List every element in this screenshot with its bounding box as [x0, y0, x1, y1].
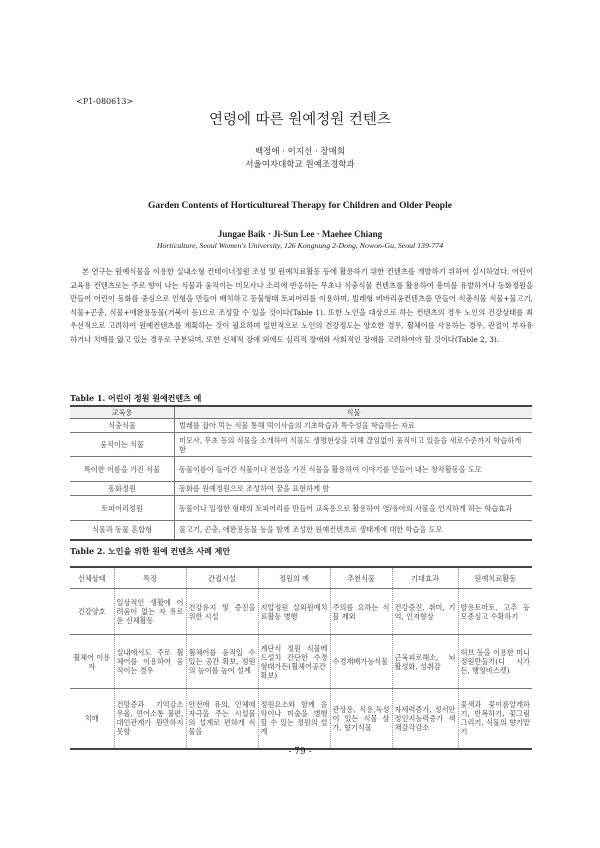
table1-cell: 벌레를 잡아 먹는 식물 통해 먹이사슬의 기초학습과 특수성을 학습하는 자료	[175, 419, 533, 433]
table1-cell: 동물이름이 들어간 식물이나 전설을 가진 식물을 활용하여 이야기를 만들어 내는 창작활동을 도모	[175, 457, 533, 482]
table2-header-cell: 기대효과	[392, 567, 458, 589]
table1-header-cell: 교육용	[70, 406, 175, 419]
title-english: Garden Contents of Horticultureal Therapy for Children and Older People	[148, 201, 452, 211]
table2-cell: 실내에서도 주로 휠체어를 이용하여 움직이는 경우	[114, 635, 186, 689]
table1-cell: 토피어리정원	[70, 496, 175, 521]
table2-cell: 주의를 요하는 식물 제외	[330, 589, 392, 635]
table1	[70, 405, 532, 541]
table1-cell: 물고기, 곤충, 애완용동물 등을 함께 조성한 원예컨텐츠로 생태계에 대한 학습을 도모	[175, 521, 533, 540]
table2-cell: 건강유지 및 증진을 위한 시설	[186, 589, 258, 635]
table1-cell: 특이한 이름을 가진 식물	[70, 457, 175, 482]
paper-code: <P1-080613>	[76, 97, 134, 106]
authors-english: Jungae Baik · Ji-Sun Lee · Maehee Chiang	[217, 229, 383, 239]
table2-cell: 수경재배가능식물	[330, 635, 392, 689]
table1-cell: 미모사, 무초 등의 식물을 소개하여 식물도 생명현상을 위해 끊임없이 움직이고 있음을 새로수준까지 학습하게 함	[175, 433, 533, 457]
table2-header-cell: 정원의 예	[258, 567, 330, 589]
table1-cell: 식물과 동물 혼합형	[70, 521, 175, 540]
title-korean: 연령에 따른 원예정원 컨텐츠	[209, 112, 391, 128]
table2-header-cell: 추천식물	[330, 567, 392, 589]
table2-header-row	[70, 567, 532, 589]
table2-cell: 자세력증가, 정서안정인지능력증가 색채감각감소	[392, 689, 458, 749]
table2	[70, 566, 532, 750]
affiliation-english: Horticulture, Seoul Women's University, 126 Kongnung 2-Dong, Nowon-Gu, Seoul 139-774	[156, 241, 444, 250]
table2-caption: Table 2. 노인을 위한 원예 컨텐츠 사례 제안	[70, 546, 231, 556]
table2-header-cell: 신체상태	[70, 567, 114, 589]
table1-row	[70, 419, 532, 433]
table2-row	[70, 635, 532, 689]
table2-cell: 건강양호	[70, 589, 114, 635]
table1-caption: Table 1. 어린이 정원 원예컨텐츠 예	[70, 393, 202, 403]
table2-cell: 발용토마토, 고추 등 모종심고 수확하기	[458, 589, 532, 635]
table1-cell: 식충식물	[70, 419, 175, 433]
table1-cell: 움직이는 식물	[70, 433, 175, 457]
affiliation-korean: 서울여자대학교 원예조경학과	[245, 160, 355, 170]
table2-cell: 휠체어를 움직일 수 있는 공간 확보, 정원의 높이를 높여 설계	[186, 635, 258, 689]
table1-row	[70, 521, 532, 540]
table1-cell: 동화정원	[70, 482, 175, 496]
abstract-text: 본 연구는 원예식물을 이용한 실내소형 컨테이너정원 조성 및 원예치료활동 등에 활용하기 위한 컨텐츠를 개발하기 위하여 실시하였다. 어린이 교육용 컨텐츠로는 주로 향이 나는 식물과 움직이는 미모사나 소리에 반응하는 무초나 식충식물 컨텐츠를 활용하여 흥미를 유발하거나 동화정원을 만들어 어린이 동화를 중심으로 인형을 만들어 배치하고 동물형태 토피어리를 이용하며, 빌레형 비바리움컨텐츠를 만들어 식충식물 식물+물고기, 식물+곤충, 식물+애완용동물(거북이 등)으로 조성할 수 있을 것이다(Table 1). 또한 노인을 대상으로 하는 컨텐츠의 경우 노인의 건강상태를 최우선적으로 고려하여 원예컨텐츠를 계획하는 것이 필요하며 일반적으로 노인의 건강정도는 양호한 경우, 휠체어를 사용하는 경우, 관절이 부자유 하거나 치매를 앓고 있는 경우로 구분되며, 또한 신체적 장애 외에도 심리적 장애와 사회적인 장애를 고려하여야 할 것이다(Table 2, 3).	[70, 267, 533, 344]
table2-cell: 꽃색과 꽃이름알게하기, 반복하기, 꽃그림그리기, 식물의 향기맡기	[458, 689, 532, 749]
table2-cell: 근육피로해소, 뇌 활성화, 성취감	[392, 635, 458, 689]
table2-cell: 계단식 정원 식물베드설치 간단한 수경 형태가든(휠체어공간확보)	[258, 635, 330, 689]
table2-cell: 건강증진, 취미, 기억, 인지향상	[392, 589, 458, 635]
table2-cell: 일상적인 생활에 어려움이 없는 자 유로운 신체활동	[114, 589, 186, 635]
table1-row	[70, 496, 532, 521]
table2-cell: 지압정원 실외원예치료활동 병행	[258, 589, 330, 635]
table2-row	[70, 689, 532, 749]
table1-header-row	[70, 406, 532, 419]
page-number: - 79 -	[288, 747, 312, 757]
table1-row	[70, 457, 532, 482]
table1-row	[70, 482, 532, 496]
abstract	[70, 265, 533, 346]
table2-header-cell: 특징	[114, 567, 186, 589]
table2-cell: 정원요소와 함께 음악이나 미술을 병행할 수 있는 정원의 설계	[258, 689, 330, 749]
table1-cell: 동물이나 일정한 형태의 토피어리를 만들어 교육용으로 활용하여 영/유아의 사물을 인지하게 하는 학습효과	[175, 496, 533, 521]
authors-korean: 백정애 · 이지선 · 장매희	[254, 147, 346, 157]
table2-cell: 건망증과 기억감소 우울, 언어소통 불편, 대인관계가 원만하지 못함	[114, 689, 186, 749]
table2-cell: 휠체어 이용자	[70, 635, 114, 689]
table2-header-cell: 간접시설	[186, 567, 258, 589]
table1-row	[70, 433, 532, 457]
table2-cell: 안전에 유의, 인체에 자극을 주는 시설물의 설계로 편하게 식물을	[186, 689, 258, 749]
table2-cell: 관상용, 식용,독성이 있는 식물 삼가, 향기식물	[330, 689, 392, 749]
table2-cell: 치매	[70, 689, 114, 749]
table2-cell: 허브 등을 이용한 미니정원만들기(디 시가든, 행잉바스켓)	[458, 635, 532, 689]
table1-header-cell: 식물	[175, 406, 533, 419]
table2-row	[70, 589, 532, 635]
table1-cell: 동화를 원예정원으로 조성하여 꿈을 표현하게 함	[175, 482, 533, 496]
table2-header-cell: 원예치료활동	[458, 567, 532, 589]
